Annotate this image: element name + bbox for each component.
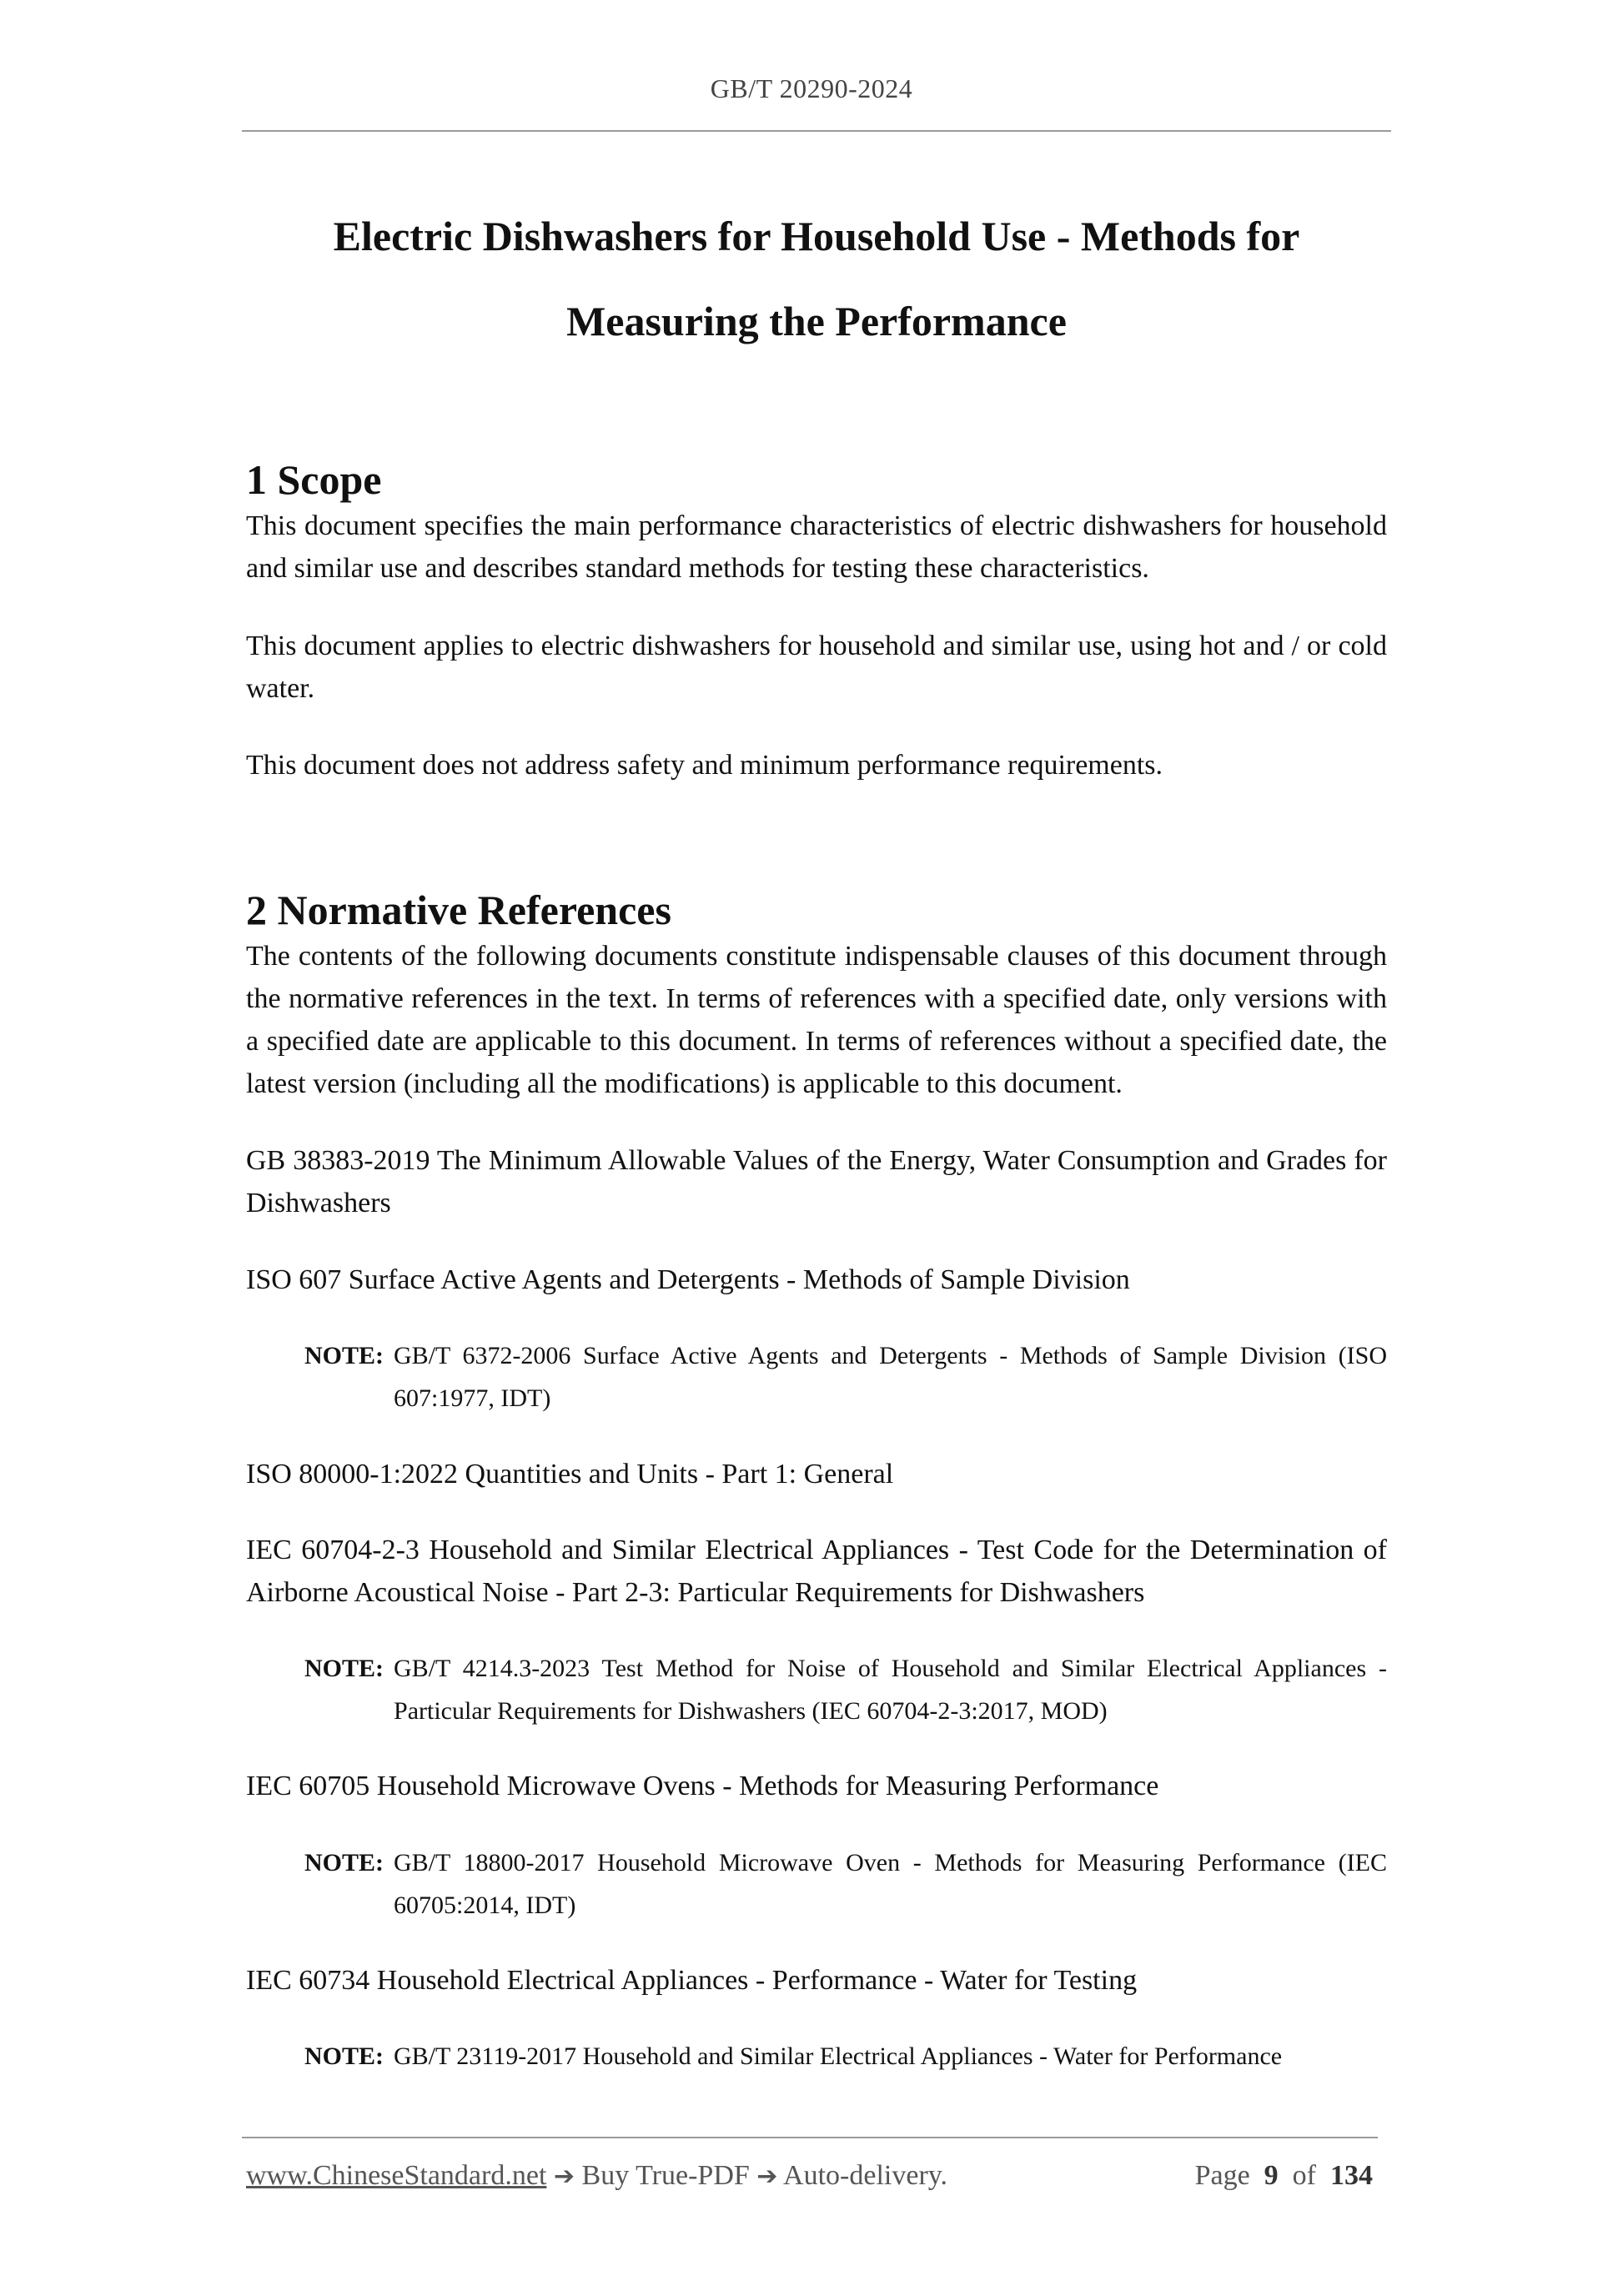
header-standard-code: GB/T 20290-2024 <box>710 73 913 103</box>
note-text: GB/T 6372-2006 Surface Active Agents and Detergents - Methods of Sample Division (ISO 607:1977, IDT) <box>394 1342 1387 1412</box>
scope-paragraph-3: This document does not address safety and minimum performance requirements. <box>246 750 1163 781</box>
note-label: NOTE: <box>304 1342 384 1369</box>
footer-delivery-text: Auto-delivery. <box>783 2160 948 2191</box>
arrow-right-icon: ➔ <box>553 2162 575 2191</box>
note-label: NOTE: <box>304 1849 384 1876</box>
section-heading-normative-references: 2 Normative References <box>246 887 671 933</box>
page-number: 9 <box>1264 2160 1279 2191</box>
note-iec-60734 <box>304 2035 1387 2077</box>
title-line-1: Electric Dishwashers for Household Use - Methods for <box>333 213 1300 259</box>
normative-intro-paragraph: The contents of the following documents constitute indispensable clauses of this document through the normative references in the text. In terms of references with a specified date, only versions with a specified date are applicable to this document. In terms of references without a specified date, the latest version (including all the modifications) is applicable to this document. <box>246 941 1387 1099</box>
reference-iec-60704: IEC 60704-2-3 Household and Similar Electrical Appliances - Test Code for the Determination of Airborne Acoustical Noise - Part 2-3: Particular Requirements for Dishwashers <box>246 1535 1387 1608</box>
note-iso-607 <box>304 1334 1387 1419</box>
footer-divider <box>242 2137 1378 2138</box>
reference-iec-60705: IEC 60705 Household Microwave Ovens - Methods for Measuring Performance <box>246 1771 1159 1801</box>
header-divider <box>242 130 1391 132</box>
total-pages: 134 <box>1330 2160 1373 2191</box>
page-word: Page <box>1194 2160 1250 2191</box>
note-iec-60704 <box>304 1647 1387 1732</box>
reference-gb-38383: GB 38383-2019 The Minimum Allowable Values of the Energy, Water Consumption and Grades for Dishwashers <box>246 1145 1387 1218</box>
arrow-right-icon: ➔ <box>756 2162 778 2191</box>
note-iec-60705 <box>304 1841 1387 1927</box>
of-word: of <box>1292 2160 1316 2191</box>
title-line-2: Measuring the Performance <box>566 298 1067 344</box>
footer-promo <box>246 2160 947 2192</box>
footer-buy-text: Buy True-PDF <box>581 2160 750 2191</box>
reference-iec-60734: IEC 60734 Household Electrical Appliances - Performance - Water for Testing <box>246 1965 1138 1996</box>
footer-site-link[interactable]: www.ChineseStandard.net <box>246 2160 547 2191</box>
note-text: GB/T 18800-2017 Household Microwave Oven - Methods for Measuring Performance (IEC 60705:2014, IDT) <box>394 1849 1387 1919</box>
scope-paragraph-1: This document specifies the main performance characteristics of electric dishwashers for household and similar use and describes standard methods for testing these characteristics. <box>246 510 1387 584</box>
section-heading-scope: 1 Scope <box>246 456 382 503</box>
page-counter <box>1195 2160 1373 2192</box>
document-title <box>242 193 1391 364</box>
note-text: GB/T 23119-2017 Household and Similar Electrical Appliances - Water for Performance <box>394 2042 1283 2070</box>
scope-paragraph-2: This document applies to electric dishwashers for household and similar use, using hot and / or cold water. <box>246 631 1387 704</box>
note-label: NOTE: <box>304 2042 384 2070</box>
note-text: GB/T 4214.3-2023 Test Method for Noise of Household and Similar Electrical Appliances - Particular Requirements for Dishwashers (IEC 60704-2-3:2017, MOD) <box>394 1655 1387 1725</box>
reference-iso-607: ISO 607 Surface Active Agents and Detergents - Methods of Sample Division <box>246 1264 1130 1295</box>
note-label: NOTE: <box>304 1655 384 1682</box>
reference-iso-80000: ISO 80000-1:2022 Quantities and Units - Part 1: General <box>246 1459 894 1490</box>
